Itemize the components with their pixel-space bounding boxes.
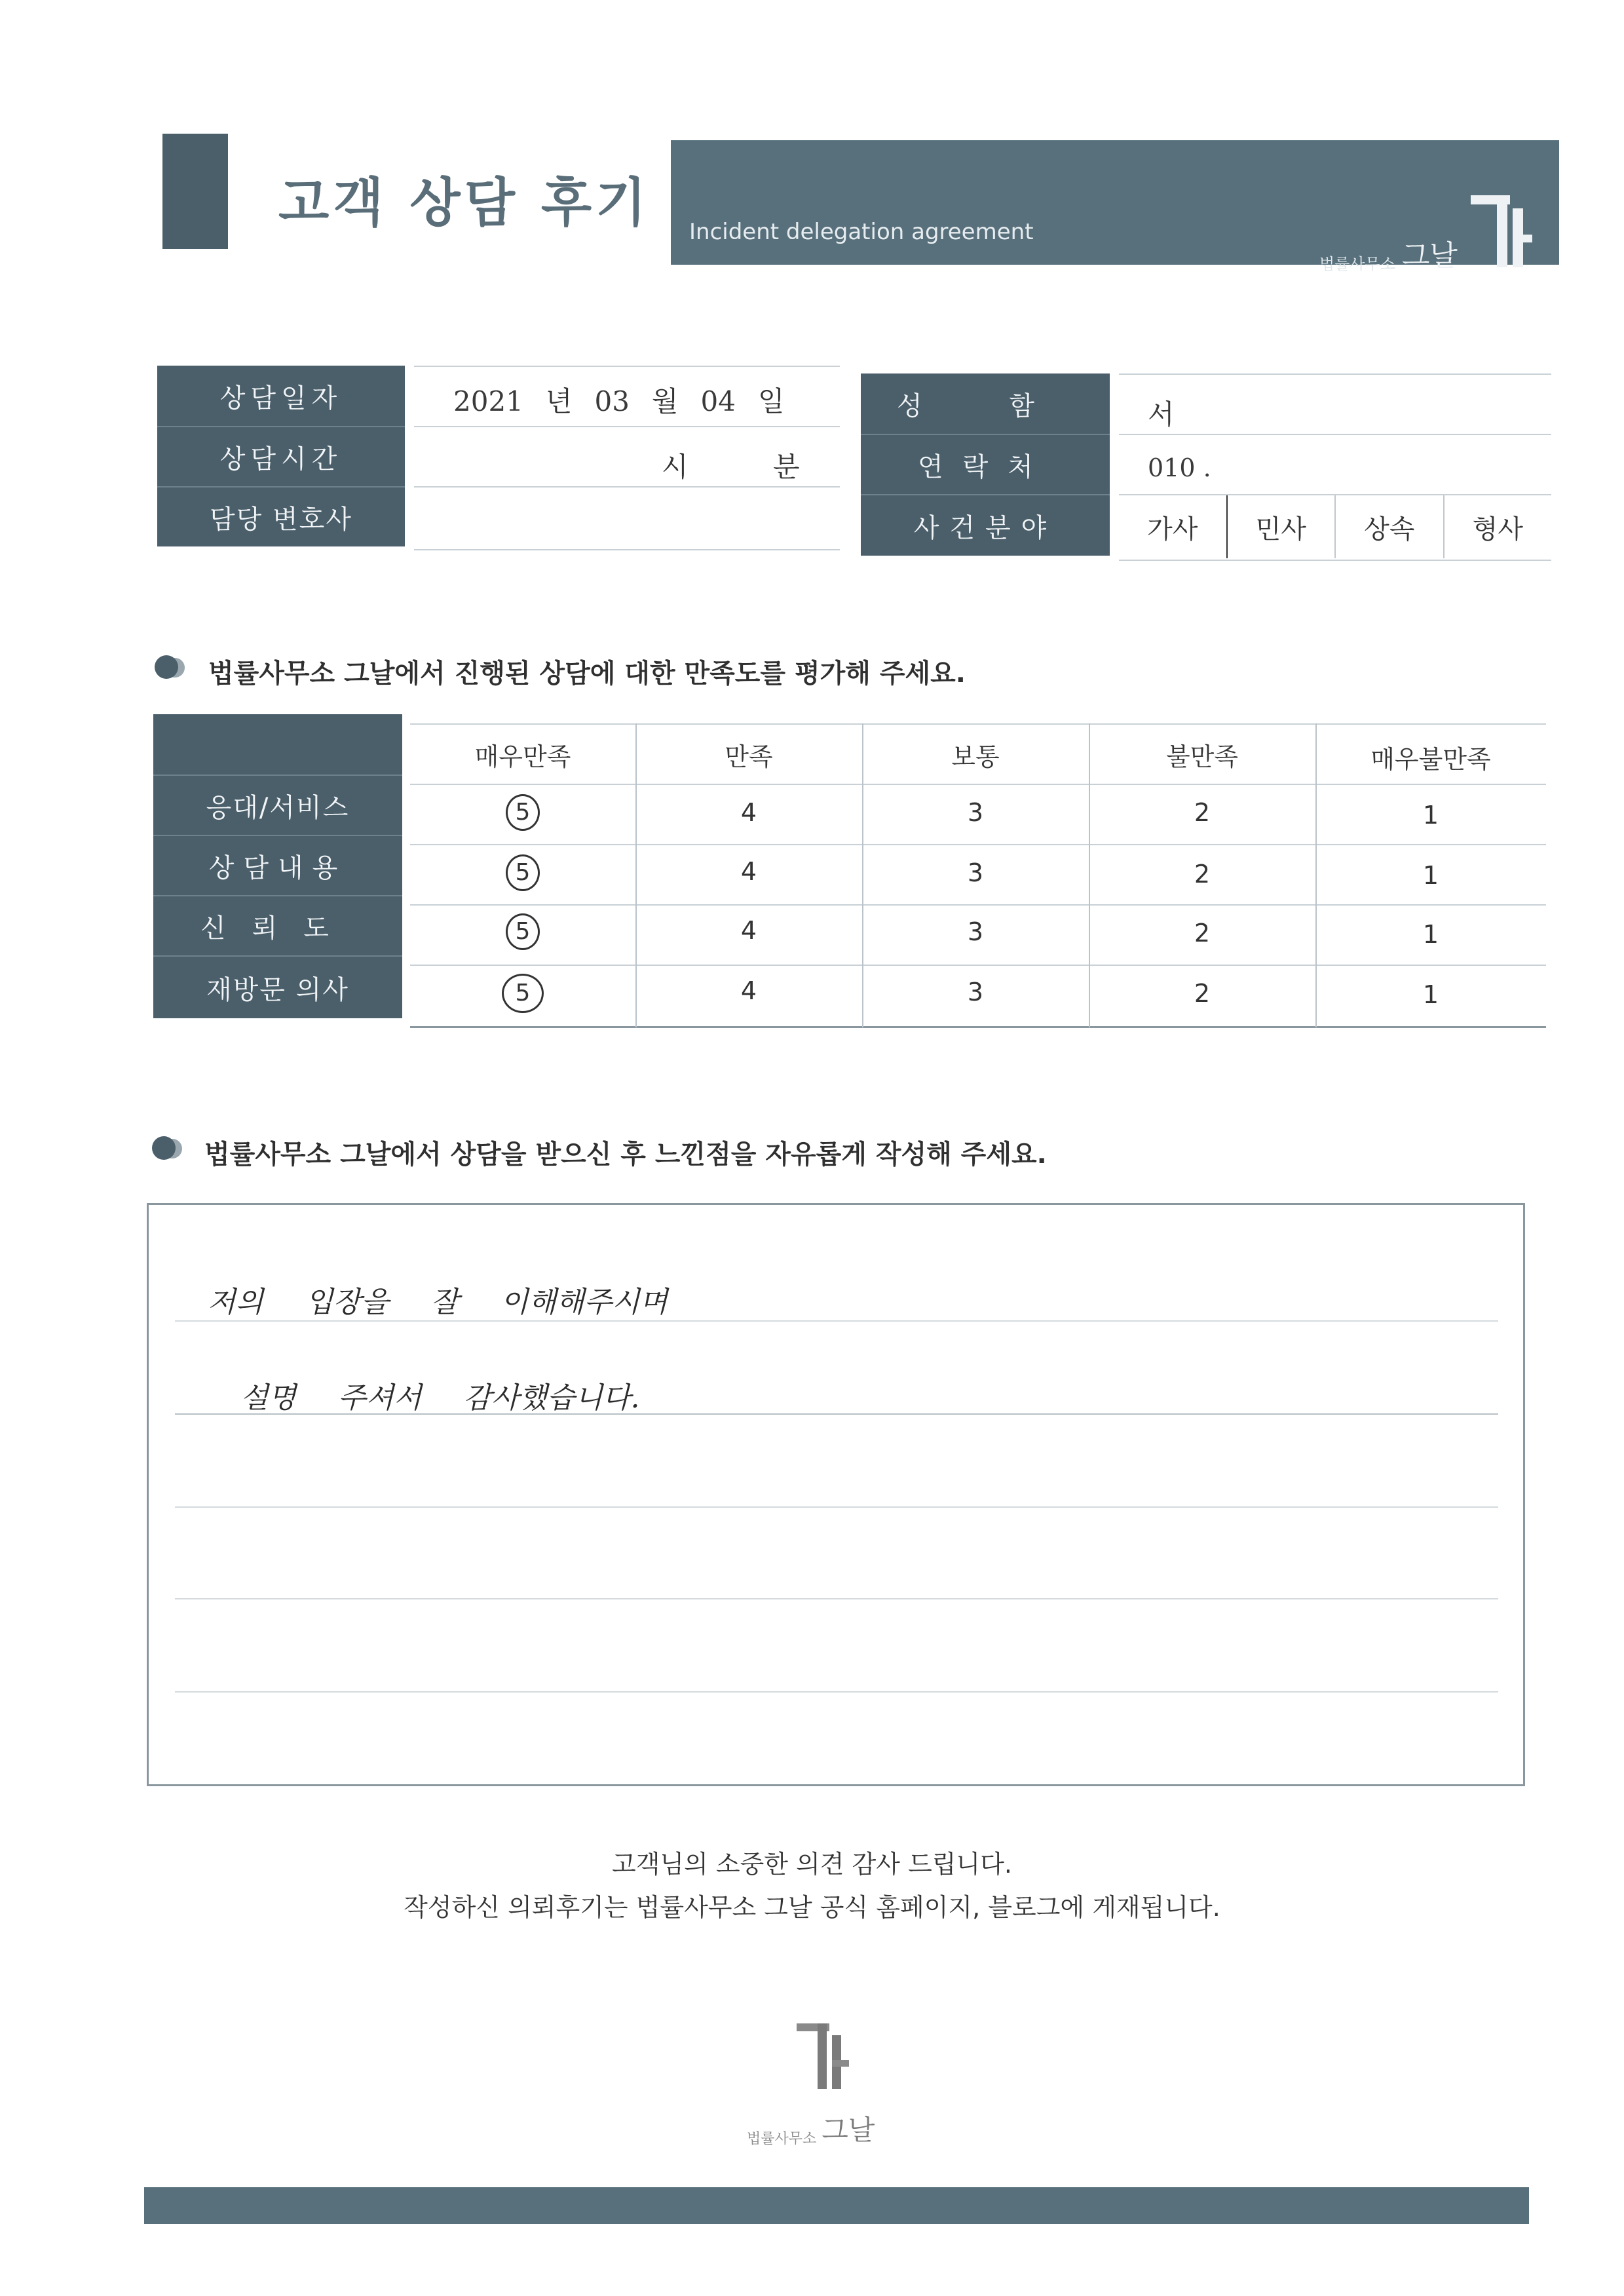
field-option-family[interactable]: 가사	[1119, 495, 1228, 558]
rating-option[interactable]: 1	[1422, 980, 1439, 1009]
info-right-label-column	[861, 373, 1110, 556]
rating-option[interactable]: 4	[740, 798, 757, 827]
case-field-options	[1119, 495, 1551, 558]
rating-heading: 법률사무소 그날에서 진행된 상담에 대한 만족도를 평가해 주세요.	[208, 659, 966, 689]
rating-option[interactable]	[410, 974, 635, 1013]
rating-option[interactable]	[410, 794, 635, 831]
footer-thanks: 고객님의 소중한 의견 감사 드립니다.	[611, 1850, 1013, 1879]
logo-mark-icon	[793, 2018, 852, 2097]
rating-option[interactable]	[410, 913, 635, 950]
title-accent-bar	[162, 134, 228, 249]
col-header-neutral: 보통	[951, 742, 1000, 771]
rating-option[interactable]: 1	[1422, 861, 1439, 890]
contact-value: 010 .	[1148, 453, 1211, 482]
col-header-dissatisfied: 불만족	[1165, 742, 1239, 771]
time-minute-unit: 분	[773, 451, 800, 483]
rating-option[interactable]: 4	[740, 857, 757, 886]
rating-option[interactable]: 2	[1194, 798, 1211, 827]
rating-option[interactable]: 4	[740, 916, 757, 945]
date-month: 03	[594, 385, 630, 417]
banner-firm-logo	[1319, 189, 1536, 274]
field-option-inheritance[interactable]: 상속	[1336, 495, 1445, 558]
banner-subtitle: Incident delegation agreement	[689, 219, 1034, 245]
row-label-revisit: 재방문 의사	[206, 974, 349, 1005]
banner-firm-small: 법률사무소	[1319, 255, 1395, 273]
selected-score-circle: 5	[506, 913, 540, 950]
row-label-service: 응대/서비스	[206, 792, 350, 823]
info-left-label-column	[157, 366, 405, 546]
time-hour-unit: 시	[662, 451, 689, 483]
footer-bar	[144, 2187, 1529, 2224]
logo-mark-icon	[1464, 189, 1536, 274]
rating-option[interactable]: 4	[740, 976, 757, 1005]
footer-logo-name: 그날	[821, 2114, 875, 2146]
month-unit: 월	[651, 385, 679, 417]
field-option-criminal[interactable]: 형사	[1472, 514, 1523, 545]
rating-grid	[410, 723, 1546, 1029]
info-left-values	[414, 366, 840, 552]
selected-score-circle: 5	[502, 974, 544, 1013]
page-title: 고객 상담 후기	[278, 172, 651, 233]
col-header-very-satisfied: 매우만족	[474, 742, 571, 771]
label-lawyer: 담당 변호사	[210, 504, 352, 535]
label-contact: 연락처	[918, 451, 1053, 482]
col-header-satisfied: 만족	[725, 742, 773, 771]
feedback-line-2: 설명 주셔서 감사했습니다.	[240, 1381, 640, 1415]
feedback-line-1: 저의 입장을 잘 이해해주시며	[208, 1286, 668, 1319]
client-name-value: 서	[1148, 398, 1175, 430]
consult-date	[453, 380, 785, 419]
rating-option[interactable]: 1	[1422, 801, 1439, 830]
rating-option[interactable]: 2	[1194, 979, 1211, 1008]
header-banner	[671, 140, 1559, 273]
rating-option[interactable]: 3	[967, 858, 984, 887]
label-field: 사건분야	[913, 512, 1057, 543]
feedback-heading: 법률사무소 그날에서 상담을 받으신 후 느낀점을 자유롭게 작성해 주세요.	[204, 1139, 1047, 1170]
rating-option[interactable]: 3	[967, 978, 984, 1006]
selected-score-circle: 5	[506, 854, 540, 891]
label-time: 상담시간	[219, 444, 343, 474]
label-date: 상담일자	[219, 383, 343, 413]
date-day: 04	[700, 385, 736, 417]
rating-option[interactable]: 2	[1194, 860, 1211, 889]
rating-option[interactable]: 1	[1422, 920, 1439, 949]
rating-option[interactable]: 2	[1194, 919, 1211, 947]
rating-option[interactable]	[410, 854, 635, 891]
year-unit: 년	[545, 385, 573, 417]
rating-option[interactable]: 3	[967, 798, 984, 827]
info-right-values	[1119, 373, 1551, 564]
selected-score-circle: 5	[506, 794, 540, 831]
feedback-textarea[interactable]	[147, 1203, 1525, 1786]
section-bullet-icon	[152, 1135, 182, 1161]
row-label-trust: 신뢰도	[200, 913, 355, 944]
rating-label-column	[153, 714, 402, 1018]
footer-logo-small: 법률사무소	[747, 2131, 817, 2147]
banner-firm-name: 그날	[1401, 239, 1458, 273]
day-unit: 일	[757, 385, 785, 417]
row-label-content: 상담내용	[208, 852, 347, 883]
footer-logo-text	[747, 2109, 875, 2148]
footer-logo	[747, 2018, 891, 2149]
date-year: 2021	[453, 385, 523, 417]
label-name: 성 함	[897, 391, 1074, 421]
section-bullet-icon	[155, 654, 185, 680]
footer-notice: 작성하신 의뢰후기는 법률사무소 그날 공식 홈페이지, 블로그에 게재됩니다.	[404, 1893, 1220, 1922]
col-header-very-dissatisfied: 매우불만족	[1370, 745, 1491, 774]
rating-option[interactable]: 3	[967, 917, 984, 946]
field-option-civil[interactable]: 민사	[1228, 495, 1336, 558]
